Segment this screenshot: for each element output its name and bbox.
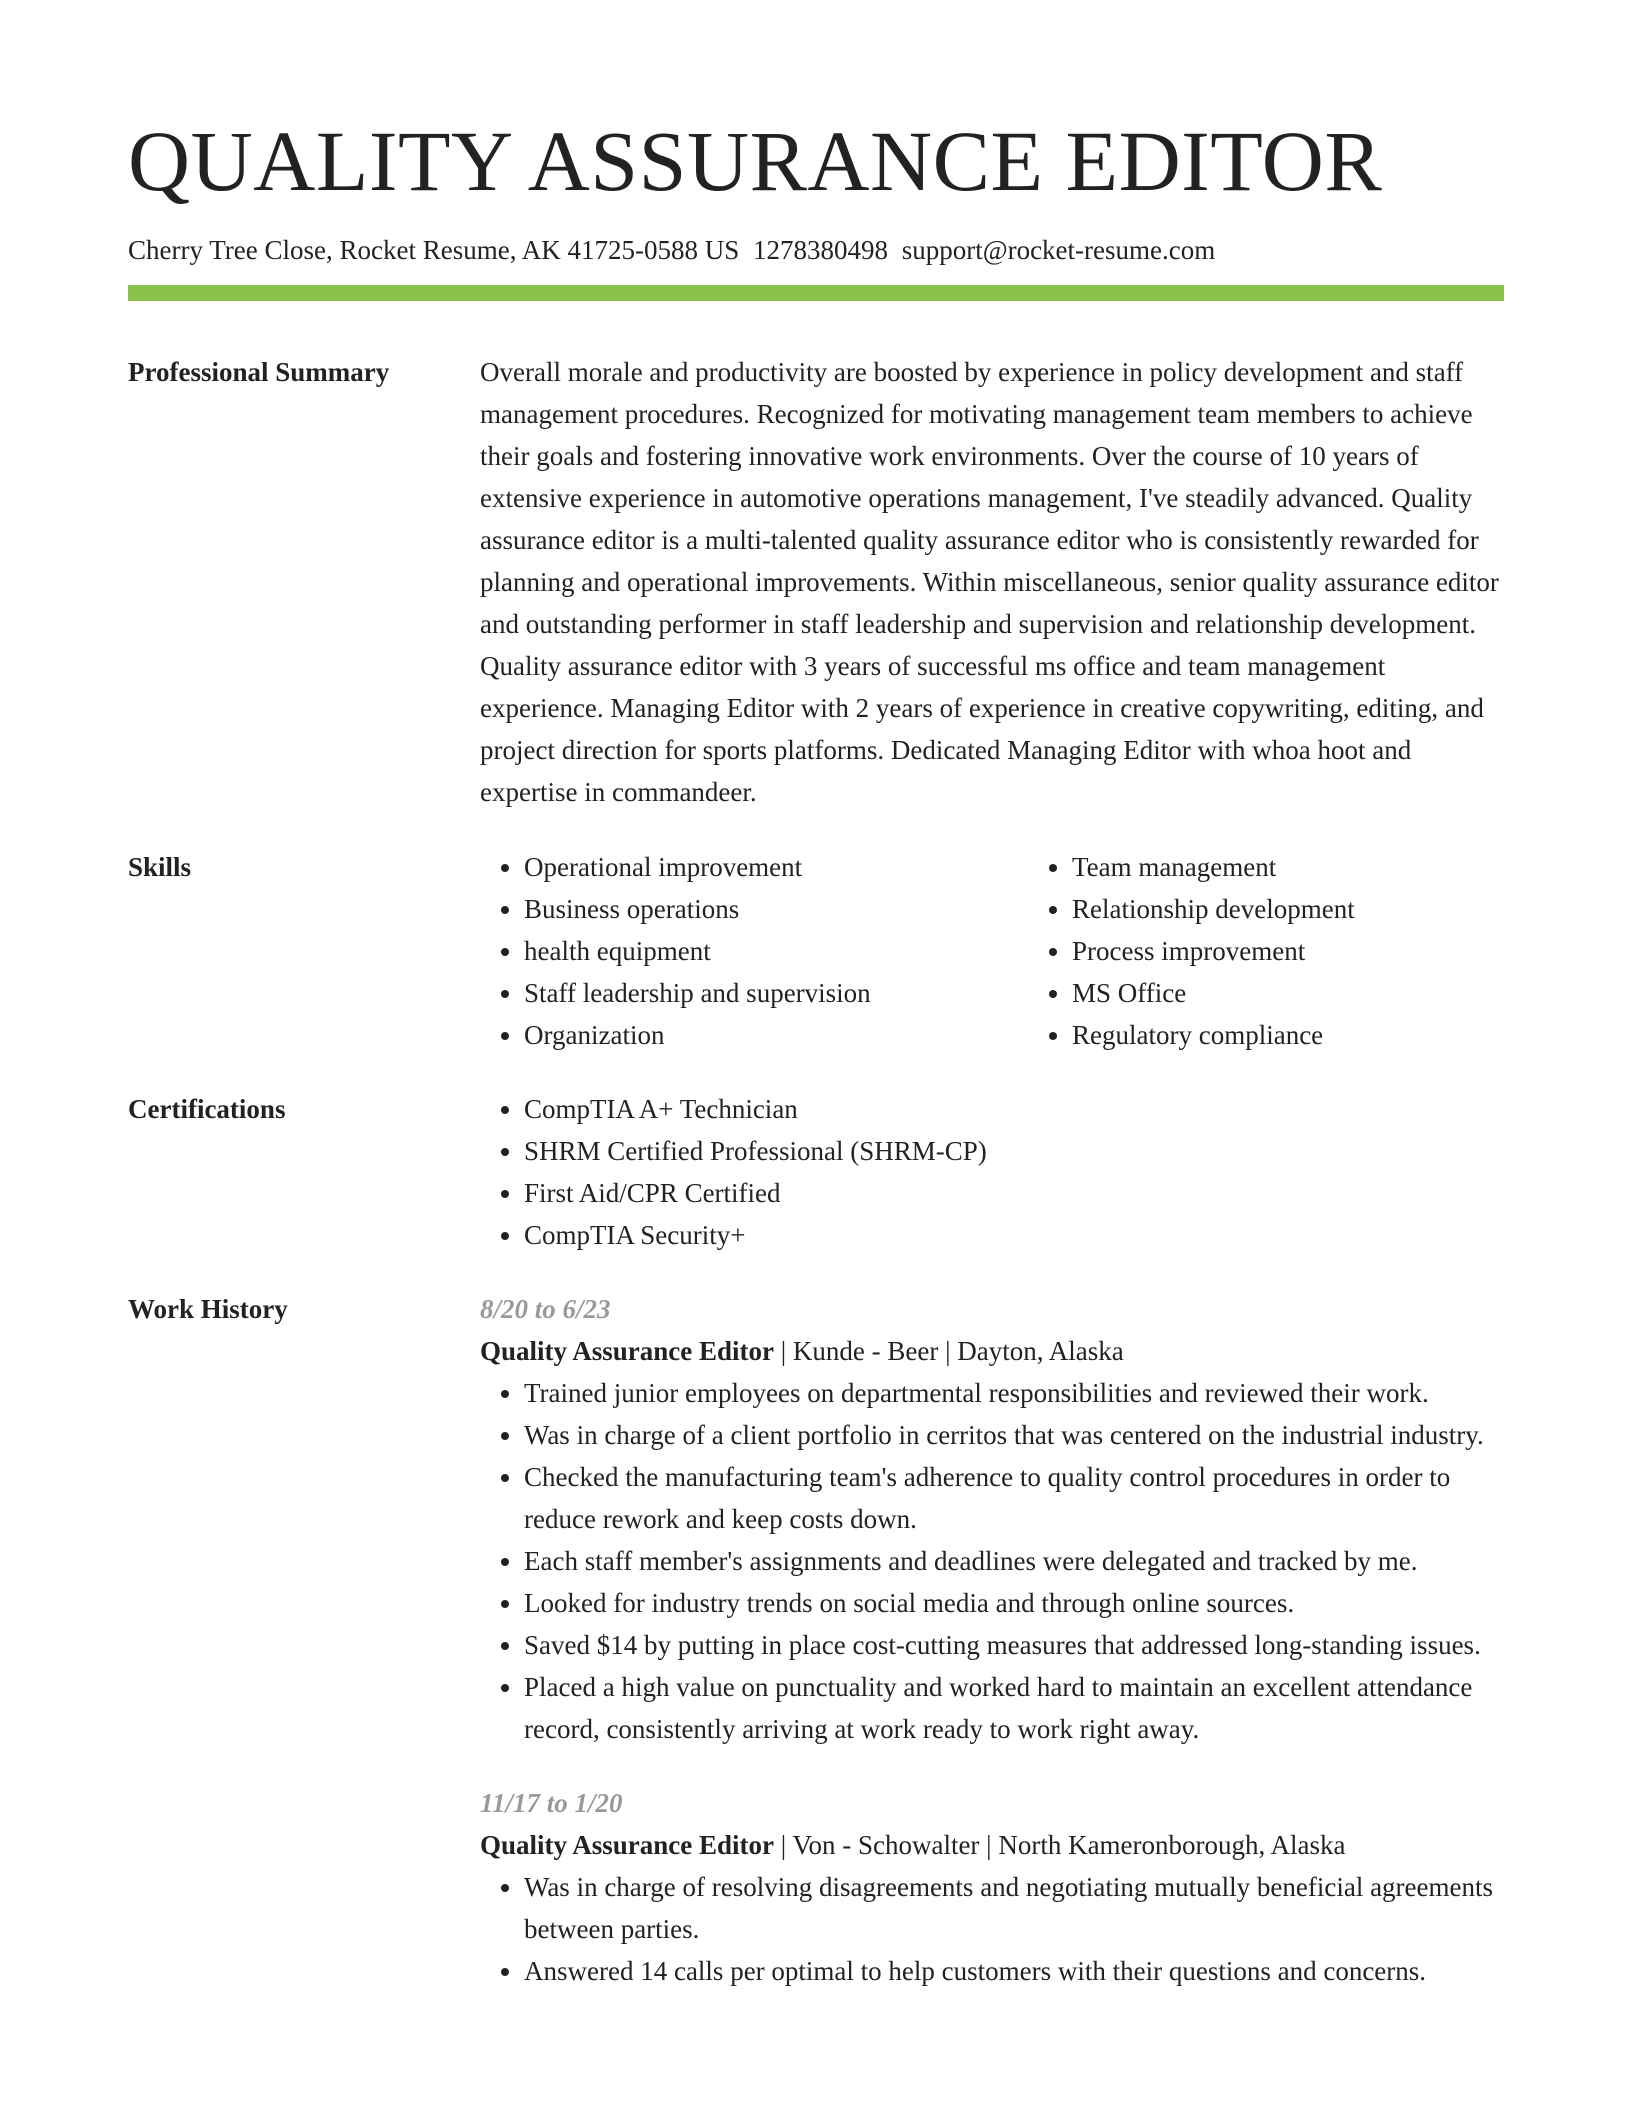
job-employer-location: | Kunde - Beer | Dayton, Alaska (774, 1336, 1124, 1367)
job-bullet: • Looked for industry trends on social media and through online sources. (524, 1582, 1504, 1624)
summary-label: Professional Summary (128, 357, 390, 388)
skills-list-left (480, 846, 1028, 1056)
work-history-section (128, 1288, 1504, 1992)
skills-section (128, 846, 1504, 1056)
accent-divider (128, 285, 1504, 301)
work-history-body (480, 1288, 1504, 1992)
certifications-label: Certifications (128, 1094, 286, 1125)
skill-item: • health equipment (524, 930, 1028, 972)
skill-item: • Regulatory compliance (1072, 1014, 1504, 1056)
job-bullet: • Answered 14 calls per optimal to help customers with their questions and concerns. (524, 1950, 1504, 1992)
job-heading (480, 1824, 1504, 1866)
job-bullet: • Was in charge of a client portfolio in cerritos that was centered on the industrial industry. (524, 1414, 1504, 1456)
job-employer-location: | Von - Schowalter | North Kameronborough, Alaska (774, 1830, 1346, 1861)
summary-text: Overall morale and productivity are boosted by experience in policy development and staff management procedures. Recognized for motivating management team members to achieve their goals and fostering innovative work environments. Over the course of 10 years of extensive experience in automotive operations management, I've steadily advanced. Quality assurance editor is a multi-talented quality assurance editor who is consistently rewarded for planning and operational improvements. Within miscellaneous, senior quality assurance editor and outstanding performer in staff leadership and supervision and relationship development. Quality assurance editor with 3 years of successful ms office and team management experience. Managing Editor with 2 years of experience in creative copywriting, editing, and project direction for sports platforms. Dedicated Managing Editor with whoa hoot and expertise in commandeer. (480, 357, 1499, 808)
skill-item: • Operational improvement (524, 846, 1028, 888)
job-bullet: • Trained junior employees on departmental responsibilities and reviewed their work. (524, 1372, 1504, 1414)
contact-email: support@rocket-resume.com (901, 235, 1216, 265)
resume-name-heading: QUALITY ASSURANCE EDITOR (128, 113, 1383, 209)
skill-item: • Business operations (524, 888, 1028, 930)
certification-item: • First Aid/CPR Certified (524, 1172, 1504, 1214)
certification-item: • CompTIA A+ Technician (524, 1088, 1504, 1130)
skills-columns (480, 846, 1504, 1056)
summary-section (128, 351, 1504, 813)
job-dates: 11/17 to 1/20 (480, 1788, 623, 1819)
skill-item: • MS Office (1072, 972, 1504, 1014)
work-history-label: Work History (128, 1294, 288, 1325)
certifications-list (480, 1088, 1504, 1256)
job-bullets (480, 1866, 1504, 1992)
job-bullet: • Each staff member's assignments and deadlines were delegated and tracked by me. (524, 1540, 1504, 1582)
skill-item: • Staff leadership and supervision (524, 972, 1028, 1014)
skills-list-right (1028, 846, 1504, 1056)
skills-label: Skills (128, 852, 192, 883)
job-dates: 8/20 to 6/23 (480, 1294, 611, 1325)
job-title: Quality Assurance Editor (480, 1336, 775, 1367)
skill-item: • Team management (1072, 846, 1504, 888)
contact-phone: 1278380498 (752, 235, 888, 265)
certifications-section (128, 1088, 1504, 1256)
job-title: Quality Assurance Editor (480, 1830, 775, 1861)
resume-page (128, 113, 1504, 1992)
job-heading (480, 1330, 1504, 1372)
contact-address: Cherry Tree Close, Rocket Resume, AK 41725-0588 US (128, 235, 740, 265)
job-bullets (480, 1372, 1504, 1750)
job-bullet: • Was in charge of resolving disagreements and negotiating mutually beneficial agreements between parties. (524, 1866, 1504, 1950)
certifications-body (480, 1088, 1504, 1256)
skill-item: • Organization (524, 1014, 1028, 1056)
job-entry (480, 1782, 1504, 1992)
job-bullet: • Placed a high value on punctuality and worked hard to maintain an excellent attendance record, consistently arriving at work ready to work right away. (524, 1666, 1504, 1750)
job-entry (480, 1288, 1504, 1750)
job-bullet: • Saved $14 by putting in place cost-cutting measures that addressed long-standing issues. (524, 1624, 1504, 1666)
certification-item: • SHRM Certified Professional (SHRM-CP) (524, 1130, 1504, 1172)
certification-item: • CompTIA Security+ (524, 1214, 1504, 1256)
skill-item: • Process improvement (1072, 930, 1504, 972)
contact-line (128, 234, 1504, 266)
job-bullet: • Checked the manufacturing team's adherence to quality control procedures in order to reduce rework and keep costs down. (524, 1456, 1504, 1540)
skill-item: • Relationship development (1072, 888, 1504, 930)
